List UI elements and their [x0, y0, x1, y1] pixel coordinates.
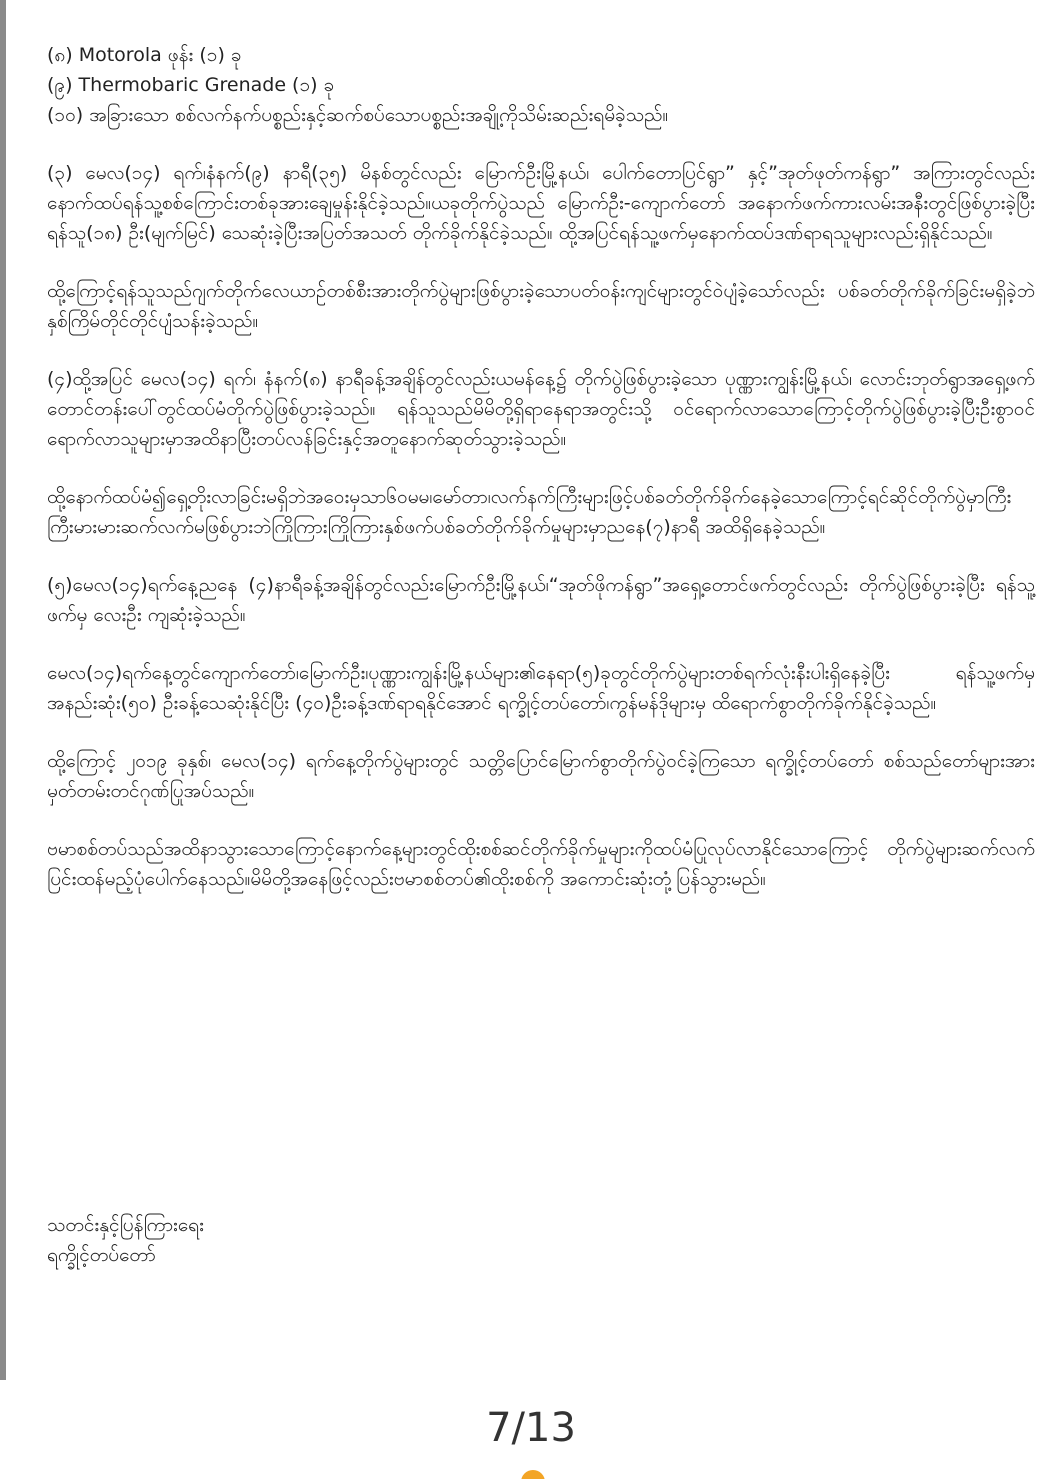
- list-item: (၁၀) အခြားသော စစ်လက်နက်ပစ္စည်းနှင့်ဆက်စပ်သောပစ္စည်းအချို့ကိုသိမ်းဆည်းရမိခဲ့သည်။: [47, 104, 669, 126]
- paragraph: ထို့ကြောင့်ရန်သူသည်ဂျက်တိုက်လေယာဉ်တစ်စီးအားတိုက်ပွဲများဖြစ်ပွားခဲ့သောပတ်ဝန်းကျင်များတွင်ဝဲပျံခဲ့သော်လည်း ပစ်ခတ်တိုက်ခိုက်ခြင်းမရှိခဲ့ဘဲ နှစ်ကြိမ်တိုင်တိုင်ပျံသန်းခဲ့သည်။: [47, 280, 1035, 332]
- paragraph: ဗမာစစ်တပ်သည်အထိနာသွားသောကြောင့်နောက်နေ့များတွင်ထိုးစစ်ဆင်တိုက်ခိုက်မှုများကိုထပ်မံပြုလုပ်လာနိုင်သောကြောင့် တိုက်ပွဲများဆက်လက်ပြင်းထန်မည့်ပုံပေါက်နေသည်။မိမိတို့အနေဖြင့်လည်းဗမာစစ်တပ်၏ထိုးစစ်ကို အကောင်းဆုံးတုံ့ပြန်သွားမည်။: [47, 838, 1035, 890]
- paragraph: (၅)မေလ(၁၄)ရက်နေ့ညနေ (၄)နာရီခန့်အချိန်တွင်လည်းမြောက်ဦးမြို့နယ်၊“အုတ်ဖိုကန်ရွာ”အရှေ့တောင်ဖက်တွင်လည်း တိုက်ပွဲဖြစ်ပွားခဲ့ပြီး ရန်သူ့ဖက်မှ လေးဦး ကျဆုံးခဲ့သည်။: [47, 574, 1035, 626]
- signature-organization: ရက္ခိုင့်တပ်တော်: [47, 1244, 156, 1266]
- paragraph: ထို့ကြောင့် ၂၀၁၉ ခုနှစ်၊ မေလ(၁၄) ရက်နေ့တိုက်ပွဲများတွင် သတ္တိပြောင်မြောက်စွာတိုက်ပွဲဝင်ခဲ့ကြသော ရက္ခိုင့်တပ်တော် စစ်သည်တော်များအားမှတ်တမ်းတင်ဂုဏ်ပြုအပ်သည်။: [47, 750, 1035, 802]
- paragraph: (၃) မေလ(၁၄) ရက်၊နံနက်(၉) နာရီ(၃၅) မိနစ်တွင်လည်း မြောက်ဦးမြို့နယ်၊ ပေါက်တောပြင်ရွာ” နှင့်”အုတ်ဖုတ်ကန်ရွာ” အကြားတွင်လည်းနောက်ထပ်ရန်သူ့စစ်ကြောင်းတစ်ခုအားချေမှုန်းနိုင်ခဲ့သည်။ယခုတိုက်ပွဲသည် မြောက်ဦး-ကျောက်တော် အနောက်ဖက်ကားလမ်းအနီးတွင်ဖြစ်ပွားခဲ့ပြီး ရန်သူ(၁၈) ဦး(မျက်မြင်) သေဆုံးခဲ့ပြီးအပြတ်အသတ် တိုက်ခိုက်နိုင်ခဲ့သည်။ ထို့အပြင်ရန်သူ့ဖက်မှနောက်ထပ်ဒဏ်ရာရသူများလည်းရှိနိုင်သည်။: [47, 162, 1035, 244]
- page-number-indicator: 7/13: [486, 1405, 576, 1451]
- signature-department: သတင်းနှင့်ပြန်ကြားရေး: [47, 1214, 204, 1236]
- signature-block: [47, 1210, 204, 1270]
- scroll-handle[interactable]: [521, 1470, 545, 1479]
- page-left-border: [0, 0, 6, 1380]
- list-item: (၈) Motorola ဖုန်း (၁) ခု: [47, 44, 242, 66]
- paragraph: မေလ(၁၄)ရက်နေ့တွင်ကျောက်တော်၊မြောက်ဦး၊ပုဏ္ဏားကျွန်းမြို့နယ်များ၏နေရာ(၅)ခုတွင်တိုက်ပွဲများတစ်ရက်လုံးနီးပါးရှိနေခဲ့ပြီး ရန်သူ့ဖက်မှ အနည်းဆုံး(၅၀) ဦးခန့်သေဆုံးနိုင်ပြီး (၄၀)ဦးခန့်ဒဏ်ရာရနိုင်အောင် ရက္ခိုင့်တပ်တော်၊ကွန်မန်ဒိုများမှ ထိရောက်စွာတိုက်ခိုက်နိုင်ခဲ့သည်။: [47, 662, 1035, 714]
- paragraph: (၄)ထို့အပြင် မေလ(၁၄) ရက်၊ နံနက်(၈) နာရီခန့်အချိန်တွင်လည်းယမန်နေ့၌ တိုက်ပွဲဖြစ်ပွားခဲ့သော ပုဏ္ဏားကျွန်းမြို့နယ်၊ လောင်းဘုတ်ရွာအရှေ့ဖက်တောင်တန်းပေါ်တွင်ထပ်မံတိုက်ပွဲဖြစ်ပွားခဲ့သည်။ ရန်သူသည်မိမိတို့ရှိရာနေရာအတွင်းသို့ ဝင်ရောက်လာသောကြောင့်တိုက်ပွဲဖြစ်ပွားခဲ့ပြီးဦးစွာဝင်ရောက်လာသူများမှာအထိနာပြီးတပ်လန်ခြင်းနှင့်အတူနောက်ဆုတ်သွားခဲ့သည်။: [47, 368, 1035, 450]
- list-item: (၉) Thermobaric Grenade (၁) ခု: [47, 74, 335, 96]
- document-page: [47, 40, 1035, 1380]
- paragraph: ထို့နောက်ထပ်မံ၍ရှေ့တိုးလာခြင်းမရှိဘဲအဝေးမှသာ၆၀မမ၊မော်တာ၊လက်နက်ကြီးများဖြင့်ပစ်ခတ်တိုက်ခိုက်နေခဲ့သောကြောင့်ရင်ဆိုင်တိုက်ပွဲမှာကြီးကြီးမားမားဆက်လက်မဖြစ်ပွားဘဲကြိုကြားကြိုကြားနှစ်ဖက်ပစ်ခတ်တိုက်ခိုက်မှုများမှာညနေ(၇)နာရီ အထိရှိနေခဲ့သည်။: [47, 486, 1012, 538]
